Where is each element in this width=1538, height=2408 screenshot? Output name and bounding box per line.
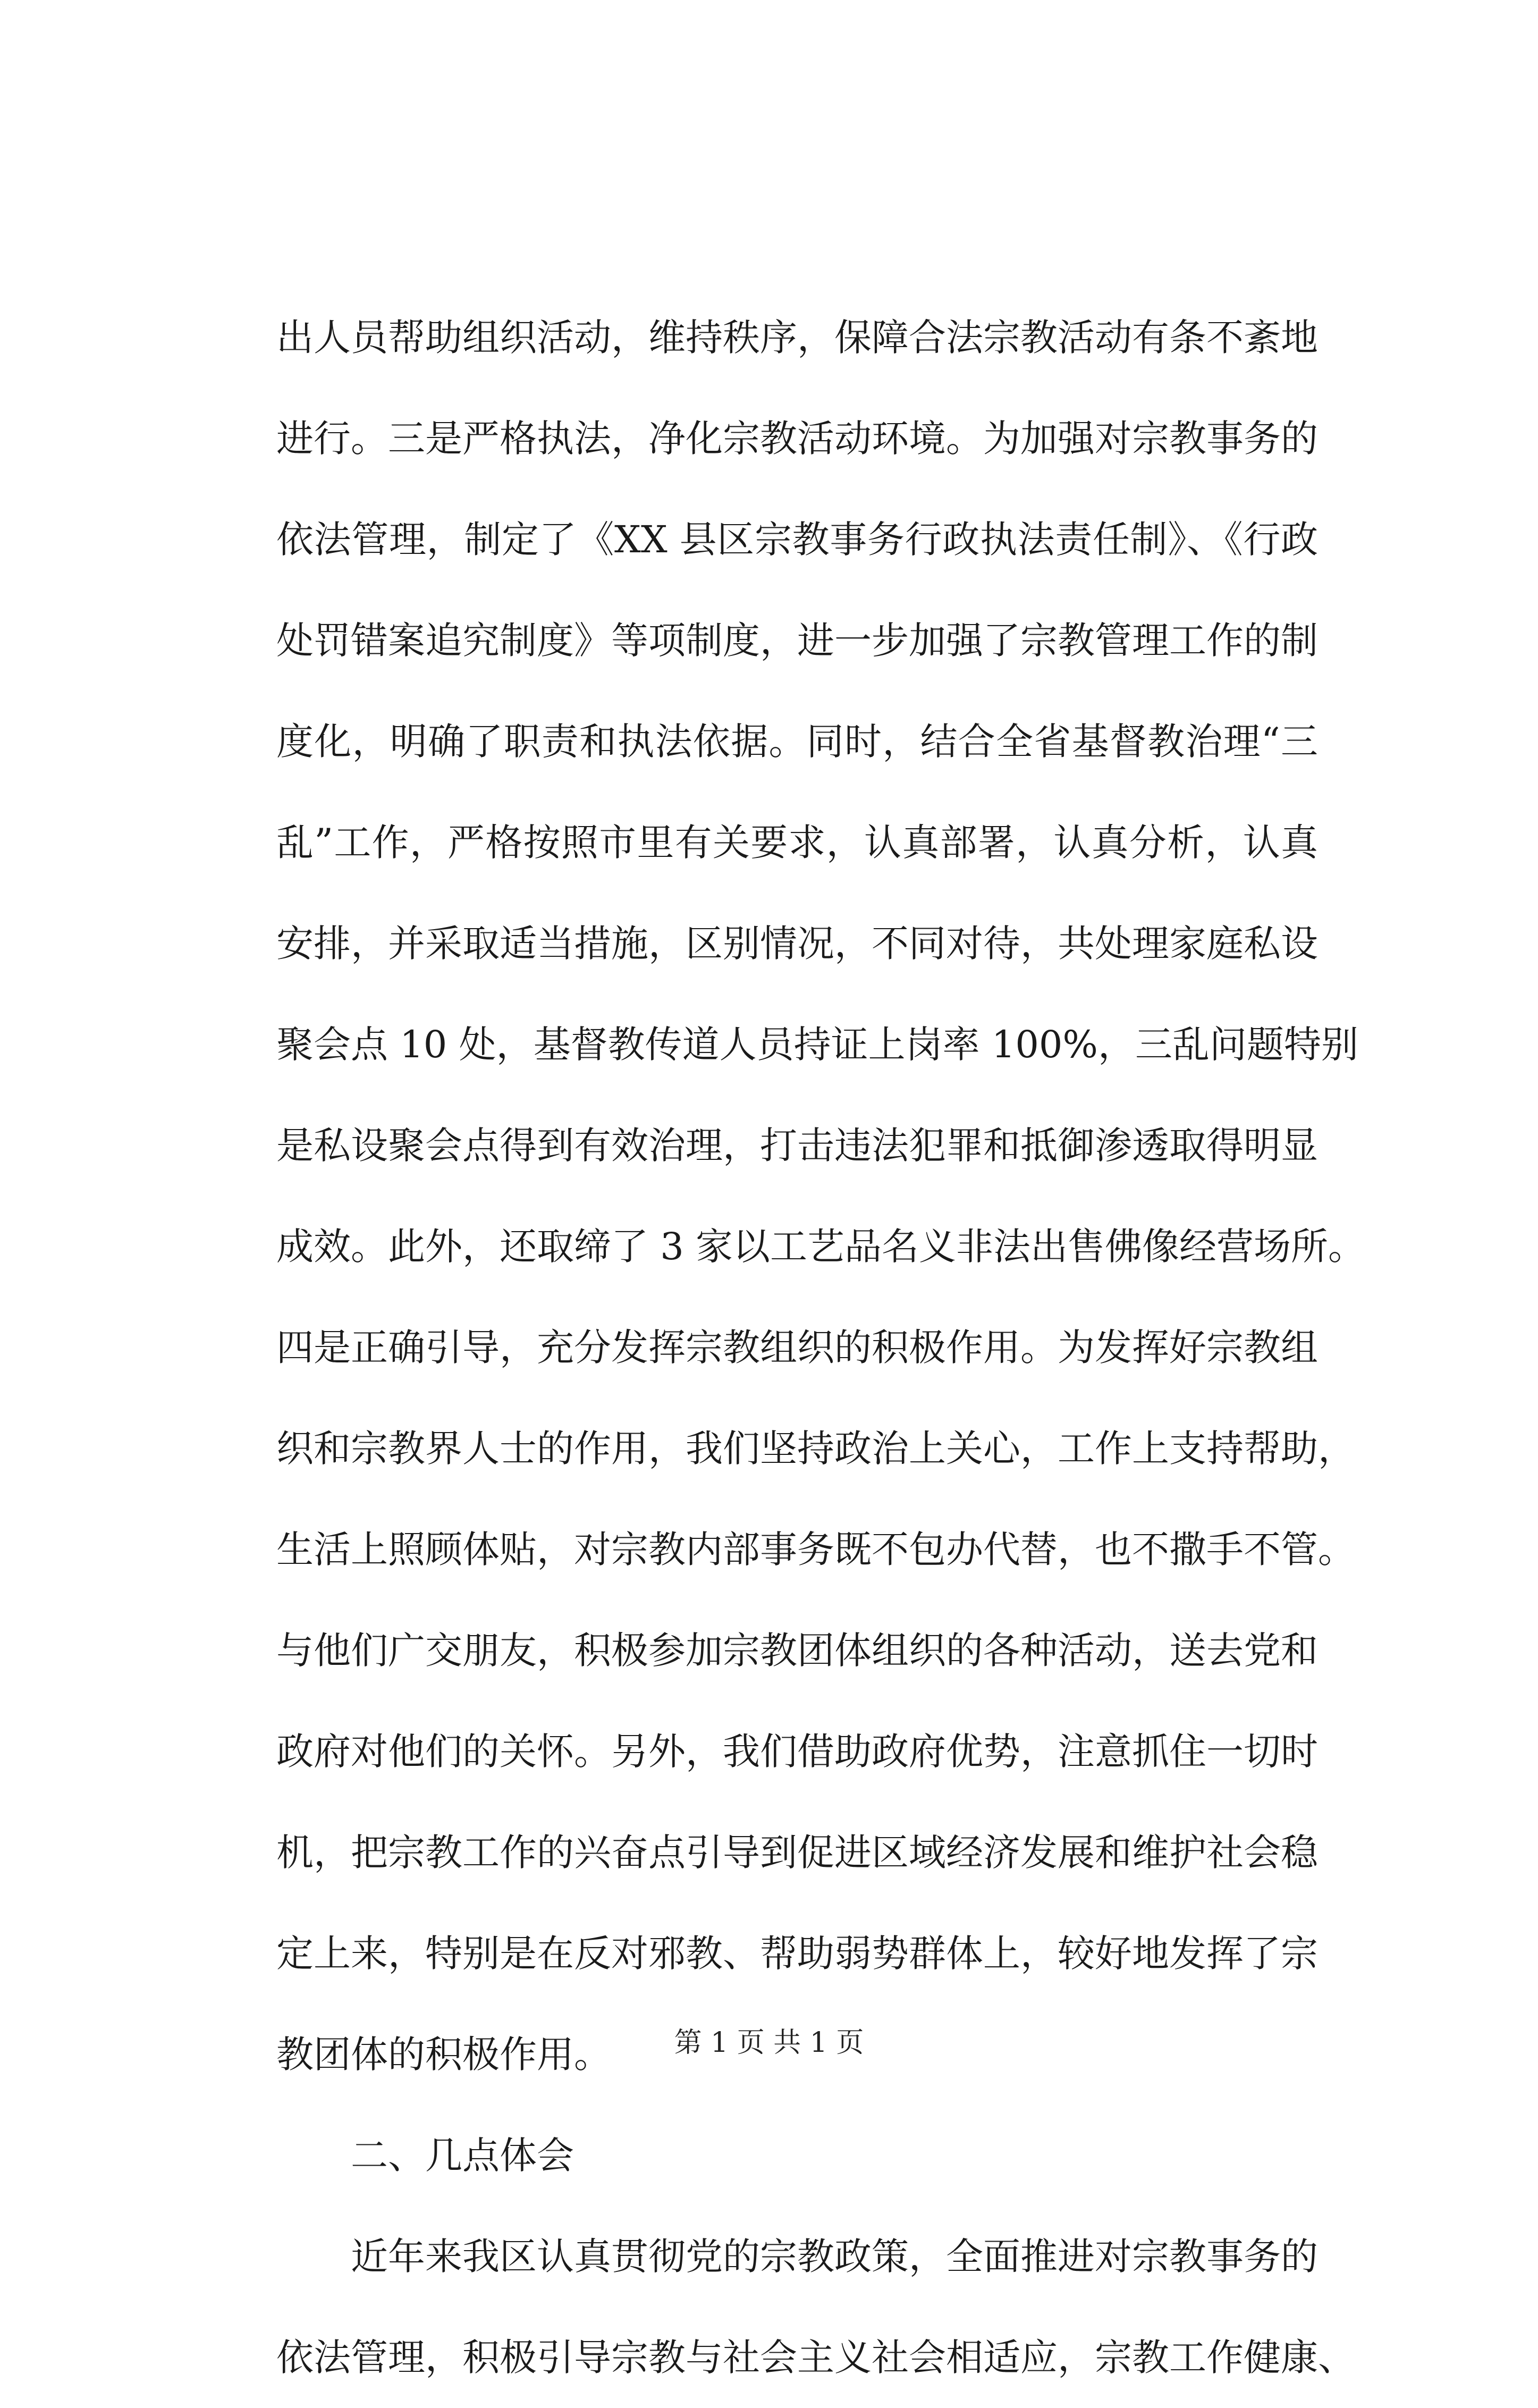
text-line: 成效。此外，还取缔了 3 家以工艺品名义非法出售佛像经营场所。 — [276, 1225, 1366, 1268]
text-line: 出人员帮助组织活动，维持秩序，保障合法宗教活动有条不紊地 — [276, 316, 1318, 359]
text-line: 乱”工作，严格按照市里有关要求，认真部署，认真分析，认真 — [276, 821, 1318, 864]
text-line: 机，把宗教工作的兴奋点引导到促进区域经济发展和维护社会稳 — [276, 1831, 1318, 1874]
text-line: 四是正确引导，充分发挥宗教组织的积极作用。为发挥好宗教组 — [276, 1326, 1318, 1369]
text-line: 聚会点 10 处，基督教传道人员持证上岗率 100%，三乱问题特别 — [276, 1023, 1358, 1066]
section-heading: 二、几点体会 — [351, 2134, 574, 2177]
text-line: 与他们广交朋友，积极参加宗教团体组织的各种活动，送去党和 — [276, 1629, 1318, 1672]
text-line: 织和宗教界人士的作用，我们坚持政治上关心，工作上支持帮助， — [276, 1427, 1355, 1470]
text-line: 近年来我区认真贯彻党的宗教政策，全面推进对宗教事务的 — [351, 2235, 1318, 2278]
document-body — [276, 287, 1366, 2408]
page-footer: 第 1 页 共 1 页 — [674, 2027, 864, 2059]
text-line: 生活上照顾体贴，对宗教内部事务既不包办代替，也不撒手不管。 — [276, 1528, 1355, 1571]
text-line: 定上来，特别是在反对邪教、帮助弱势群体上，较好地发挥了宗 — [276, 1932, 1318, 1975]
text-line: 依法管理，制定了《XX 县区宗教事务行政执法责任制》、《行政 — [276, 518, 1318, 561]
text-line: 教团体的积极作用。 — [276, 2033, 611, 2076]
text-line: 处罚错案追究制度》等项制度，进一步加强了宗教管理工作的制 — [276, 619, 1318, 662]
text-line: 依法管理，积极引导宗教与社会主义社会相适应，宗教工作健康、 — [276, 2336, 1355, 2379]
text-line: 政府对他们的关怀。另外，我们借助政府优势，注意抓住一切时 — [276, 1730, 1318, 1773]
text-line: 度化，明确了职责和执法依据。同时，结合全省基督教治理“三 — [276, 720, 1318, 763]
text-line: 是私设聚会点得到有效治理，打击违法犯罪和抵御渗透取得明显 — [276, 1124, 1318, 1167]
text-line: 进行。三是严格执法，净化宗教活动环境。为加强对宗教事务的 — [276, 417, 1318, 460]
text-line: 安排，并采取适当措施，区别情况，不同对待，共处理家庭私设 — [276, 922, 1318, 965]
